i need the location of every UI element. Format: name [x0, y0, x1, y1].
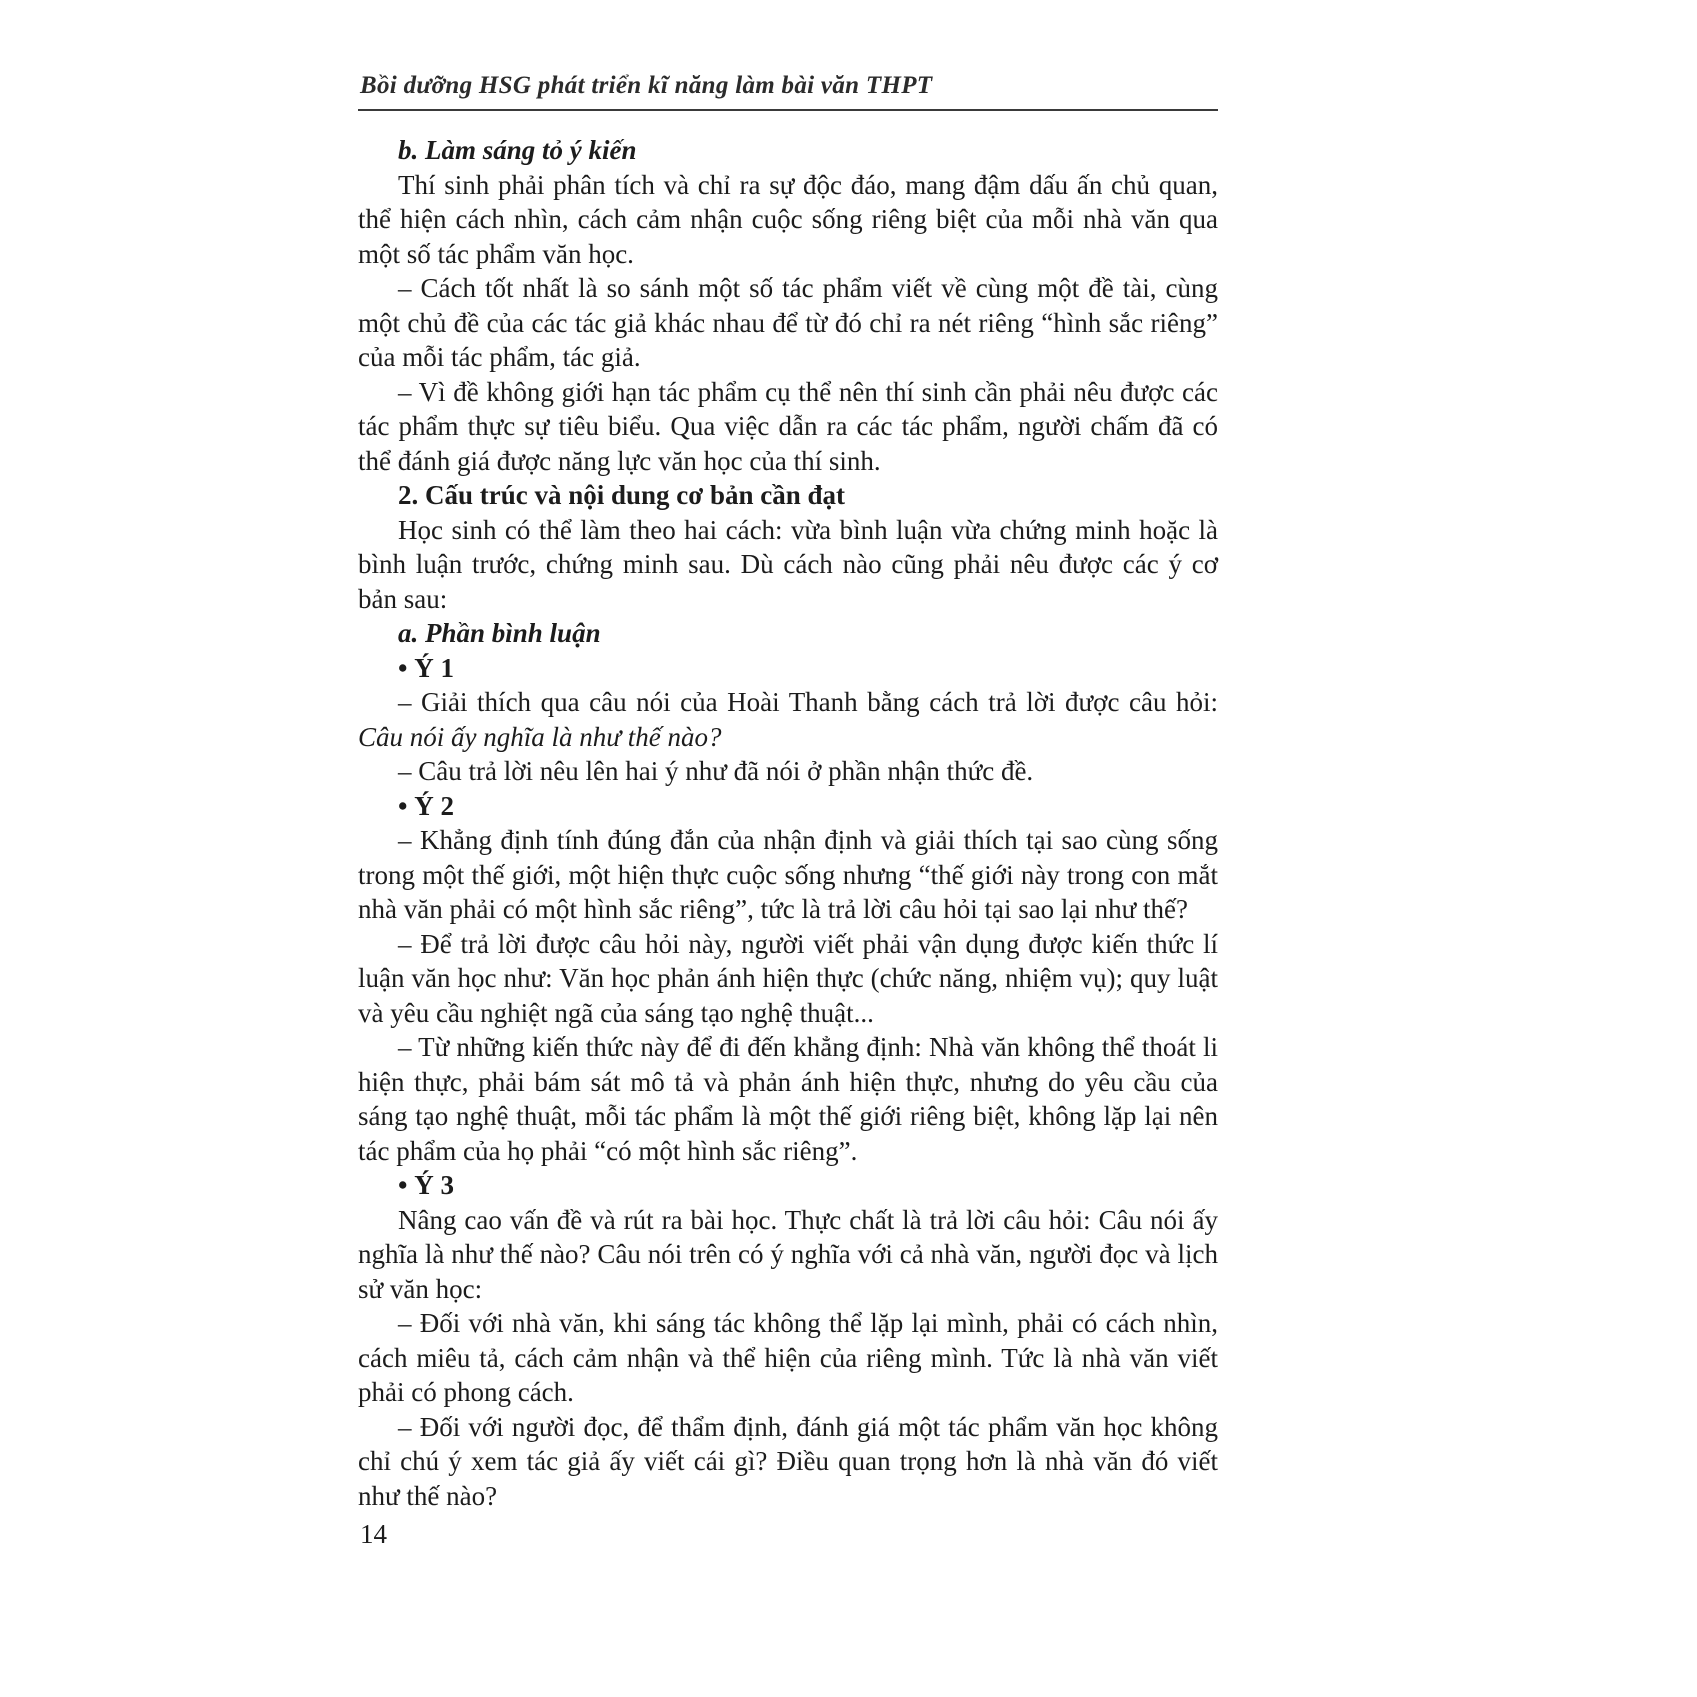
paragraph: – Vì đề không giới hạn tác phẩm cụ thể nên thí sinh cần phải nêu được các tác phẩm thực sự tiêu biểu. Qua việc dẫn ra các tác phẩm, người chấm đã có thể đánh giá được năng lực văn học của thí sinh. — [358, 376, 1218, 476]
section-heading: 2. Cấu trúc và nội dung cơ bản cần đạt — [398, 480, 846, 510]
paragraph — [358, 685, 1218, 754]
text-column — [358, 0, 1218, 1550]
running-header — [358, 0, 1218, 111]
paragraph: – Đối với nhà văn, khi sáng tác không thể lặp lại mình, phải có cách nhìn, cách miêu tả, cách cảm nhận và thể hiện của riêng mình. Tức là nhà văn viết phải có phong cách. — [358, 1308, 1218, 1407]
bullet-heading: • Ý 2 — [398, 790, 454, 821]
header-divider — [358, 109, 1218, 111]
paragraph: – Đối với người đọc, để thẩm định, đánh giá một tác phẩm văn học không chỉ chú ý xem tác giả ấy viết cái gì? Điều quan trọng hơn là nhà văn đó viết như thế nào? — [358, 1411, 1218, 1511]
running-header-title: Bồi dưỡng HSG phát triển kĩ năng làm bài văn THPT — [360, 72, 933, 99]
paragraph-italic-text: Câu nói ấy nghĩa là như thế nào? — [358, 721, 722, 752]
page-body — [358, 133, 1218, 1513]
paragraph: Nâng cao vấn đề và rút ra bài học. Thực chất là trả lời câu hỏi: Câu nói ấy nghĩa là như thế nào? Câu nói trên có ý nghĩa với cả nhà văn, người đọc và lịch sử văn học: — [358, 1204, 1218, 1304]
bullet-heading: • Ý 1 — [398, 652, 454, 683]
paragraph: – Cách tốt nhất là so sánh một số tác phẩm viết về cùng một đề tài, cùng một chủ đề của các tác giả khác nhau để từ đó chỉ ra nét riêng “hình sắc riêng” của mỗi tác phẩm, tác giả. — [358, 273, 1218, 372]
paragraph: Học sinh có thể làm theo hai cách: vừa bình luận vừa chứng minh hoặc là bình luận trước, chứng minh sau. Dù cách nào cũng phải nêu được các ý cơ bản sau: — [358, 514, 1218, 614]
bullet-heading: • Ý 3 — [398, 1170, 454, 1200]
subsection-heading: b. Làm sáng tỏ ý kiến — [398, 135, 637, 165]
paragraph-text: – Giải thích qua câu nói của Hoài Thanh bằng cách trả lời được câu hỏi: — [398, 687, 1218, 717]
paragraph: – Câu trả lời nêu lên hai ý như đã nói ở phần nhận thức đề. — [398, 756, 1034, 786]
subsection-heading: a. Phần bình luận — [398, 618, 601, 648]
paragraph: Thí sinh phải phân tích và chỉ ra sự độc đáo, mang đậm dấu ấn chủ quan, thể hiện cách nhìn, cách cảm nhận cuộc sống riêng biệt của mỗi nhà văn qua một số tác phẩm văn học. — [358, 169, 1218, 269]
paragraph: – Để trả lời được câu hỏi này, người viết phải vận dụng được kiến thức lí luận văn học như: Văn học phản ánh hiện thực (chức năng, nhiệm vụ); quy luật và yêu cầu nghiệt ngã của sáng tạo nghệ thuật... — [358, 928, 1218, 1028]
paragraph: – Khẳng định tính đúng đắn của nhận định và giải thích tại sao cùng sống trong một thế giới, một hiện thực cuộc sống nhưng “thế giới này trong con mắt nhà văn phải có một hình sắc riêng”, tức là trả lời câu hỏi tại sao lại như thế? — [358, 825, 1218, 924]
paragraph: – Từ những kiến thức này để đi đến khẳng định: Nhà văn không thể thoát li hiện thực, phải bám sát mô tả và phản ánh hiện thực, nhưng do yêu cầu của sáng tạo nghệ thuật, mỗi tác phẩm là một thế giới riêng biệt, không lặp lại nên tác phẩm của họ phải “có một hình sắc riêng”. — [358, 1032, 1218, 1166]
page-number: 14 — [360, 1519, 387, 1549]
